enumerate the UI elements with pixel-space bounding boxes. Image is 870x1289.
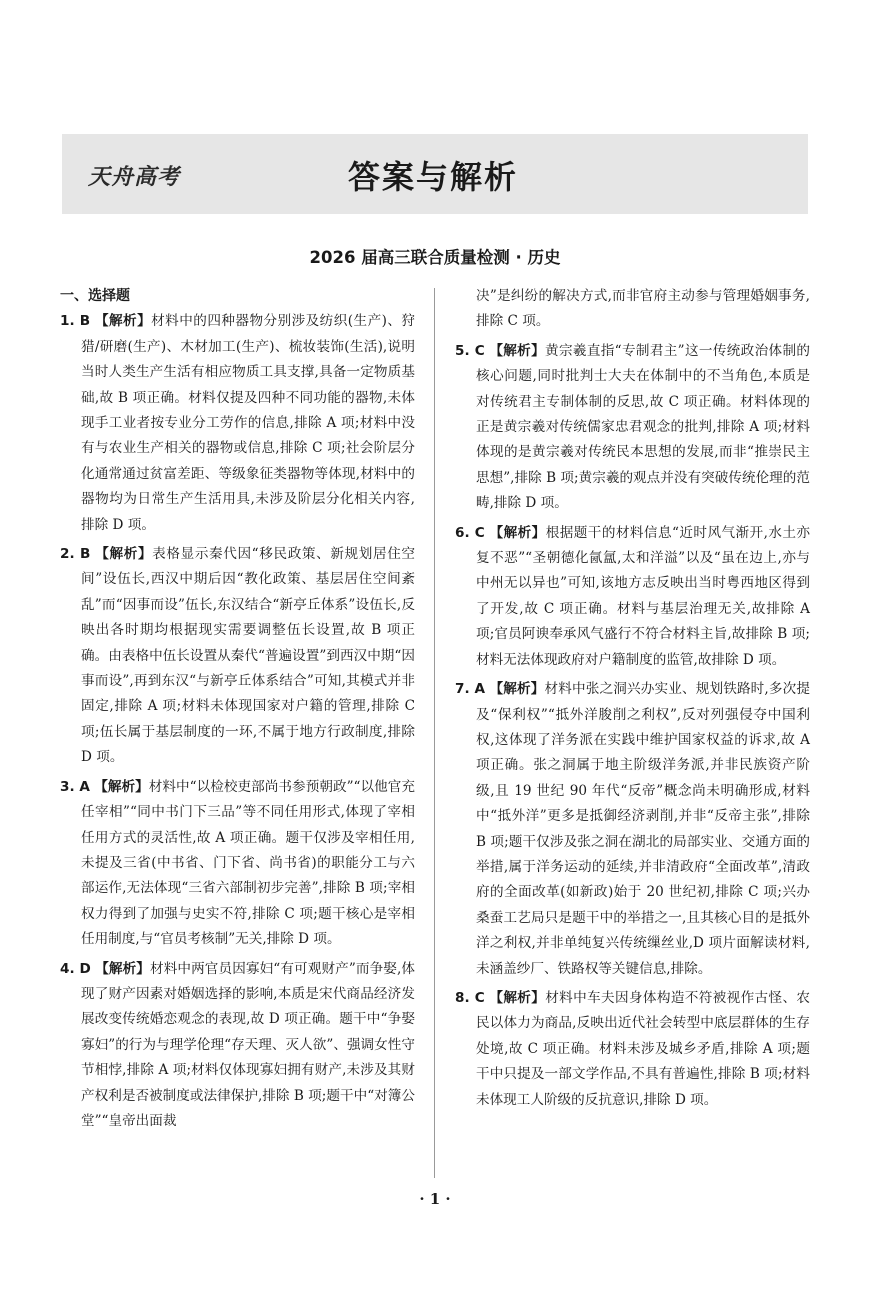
question-number: 2. B bbox=[60, 546, 91, 563]
header-banner bbox=[62, 134, 808, 214]
analysis-text: 材料中张之洞兴办实业、规划铁路时,多次提及“保利权”“抵外洋朘削之利权”,反对列强侵夺中国利权,这体现了洋务派在实践中维护国家权益的诉求,故 A 项正确。张之洞属于地主阶级洋务派,并非民族资产阶级,且 19 世纪 90 年代“反帝”概念尚未明确形成,材料中“抵外洋”更多是抵御经济剥削,并非“反帝主张”,排除 B 项;题干仅涉及张之洞在湖北的局部实业、交通方面的举措,属于洋务运动的延续,并非清政府“全面改革”,清政府的全面改革(如新政)始于 20 世纪初,排除 C 项;兴办桑蚕工艺局只是题干中的举措之一,且其核心目的是抵外洋之利权,并非单纯复兴传统缫丝业,D 项片面解读材料,未涵盖纱厂、铁路权等关键信息,排除。 bbox=[476, 681, 810, 977]
analysis-tag: 【解析】 bbox=[94, 778, 149, 795]
answer-item bbox=[455, 339, 810, 517]
question-number: 3. A bbox=[60, 778, 90, 795]
analysis-text: 材料中车夫因身体构造不符被视作古怪、农民以体力为商品,反映出近代社会转型中底层群体的生存处境,故 C 项正确。材料未涉及城乡矛盾,排除 A 项;题干中只提及一部文学作品,不具有普遍性,排除 B 项;材料未体现工人阶级的反抗意识,排除 D 项。 bbox=[476, 989, 811, 1108]
analysis-text: 根据题干的材料信息“近时风气渐开,水土亦复不恶”“圣朝德化氤氲,太和洋溢”以及“虽在边上,亦与中州无以异也”可知,该地方志反映出当时粤西地区得到了开发,故 C 项正确。材料与基层治理无关,故排除 A 项;官员阿谀奉承风气盛行不符合材料主旨,故排除 B 项;材料无法体现政府对户籍制度的监管,故排除 D 项。 bbox=[476, 524, 810, 668]
answer-item bbox=[60, 775, 415, 953]
answer-item bbox=[60, 542, 415, 771]
answer-item bbox=[455, 986, 810, 1113]
analysis-text: 黄宗羲直指“专制君主”这一传统政治体制的核心问题,同时批判士大夫在体制中的不当角色,本质是对传统君主专制体制的反思,故 C 项正确。材料体现的正是黄宗羲对传统儒家忠君观念的批判,排除 A 项;材料体现的是黄宗羲对传统民本思想的发展,而非“推崇民主思想”,排除 B 项;黄宗羲的观点并没有突破传统伦理的范畴,排除 D 项。 bbox=[476, 342, 810, 512]
question-number: 6. C bbox=[455, 524, 485, 541]
question-number: 1. B bbox=[60, 313, 91, 330]
banner-title: 答案与解析 bbox=[348, 158, 519, 196]
answer-item bbox=[60, 957, 415, 1135]
answer-item bbox=[455, 677, 810, 982]
analysis-text: 材料中“以检校吏部尚书参预朝政”“以他官充任宰相”“同中书门下三品”等不同任用形式,体现了宰相任用方式的灵活性,故 A 项正确。题干仅涉及宰相任用,未提及三省(中书省、门下省、尚书省)的职能分工与六部运作,无法体现“三省六部制初步完善”,排除 B 项;宰相权力得到了加强与史实不符,排除 C 项;题干核心是宰相任用制度,与“官员考核制”无关,排除 D 项。 bbox=[81, 778, 415, 948]
analysis-tag: 【解析】 bbox=[489, 342, 546, 359]
question-number: 7. A bbox=[455, 681, 486, 698]
question-number: 4. D bbox=[60, 960, 91, 977]
page-number: · 1 · bbox=[419, 1190, 451, 1208]
section-title: 一、选择题 bbox=[60, 288, 130, 304]
exam-title: 2026 届高三联合质量检测 · 历史 bbox=[309, 248, 561, 267]
right-column bbox=[455, 284, 810, 1117]
brand-logo: 天舟高考 bbox=[88, 165, 181, 190]
question-number: 8. C bbox=[455, 989, 485, 1006]
analysis-text: 材料中两官员因寡妇“有可观财产”而争娶,体现了财产因素对婚姻选择的影响,本质是宋代商品经济发展改变传统婚恋观念的表现,故 D 项正确。题干中“争娶寡妇”的行为与理学伦理“存天理、灭人欲”、强调女性守节相悖,排除 A 项;材料仅体现寡妇拥有财产,未涉及其财产权利是否被制度或法律保护,排除 B 项;题干中“对簿公堂”“皇帝出面裁 bbox=[81, 960, 416, 1129]
question-number: 5. C bbox=[455, 342, 485, 359]
analysis-tag: 【解析】 bbox=[489, 989, 546, 1006]
analysis-tag: 【解析】 bbox=[95, 546, 153, 563]
left-column bbox=[60, 284, 415, 1138]
answer-item bbox=[60, 309, 415, 538]
analysis-tag: 【解析】 bbox=[94, 313, 152, 330]
analysis-tag: 【解析】 bbox=[489, 681, 545, 698]
analysis-tag: 【解析】 bbox=[95, 960, 150, 977]
answer-item bbox=[455, 521, 810, 673]
analysis-tag: 【解析】 bbox=[489, 524, 546, 541]
analysis-text: 材料中的四种器物分别涉及纺织(生产)、狩猎/研磨(生产)、木材加工(生产)、梳妆装饰(生活),说明当时人类生产生活有相应物质工具支撑,具备一定物质基础,故 B 项正确。材料仅提及四种不同功能的器物,未体现手工业者按专业分工劳作的信息,排除 A 项;材料中没有与农业生产相关的器物或信息,排除 C 项;社会阶层分化通常通过贫富差距、等级象征类器物等体现,材料中的器物均为日常生产生活用具,未涉及阶层分化相关内容,排除 D 项。 bbox=[81, 313, 416, 533]
column-divider bbox=[434, 288, 435, 1178]
analysis-text: 表格显示秦代因“移民政策、新规划居住空间”设伍长,西汉中期后因“教化政策、基层居住空间紊乱”而“因事而设”伍长,东汉结合“新亭丘体系”设伍长,反映出各时期均根据现实需要调整伍长设置,故 B 项正确。由表格中伍长设置从秦代“普遍设置”到西汉中期“因事而设”,再到东汉“与新亭丘体系结合”可知,其模式并非固定,排除 A 项;材料未体现国家对户籍的管理,排除 C 项;伍长属于基层制度的一环,不属于地方行政制度,排除 D 项。 bbox=[81, 546, 416, 766]
continued-text: 决”是纠纷的解决方式,而非官府主动参与管理婚姻事务,排除 C 项。 bbox=[476, 288, 810, 330]
